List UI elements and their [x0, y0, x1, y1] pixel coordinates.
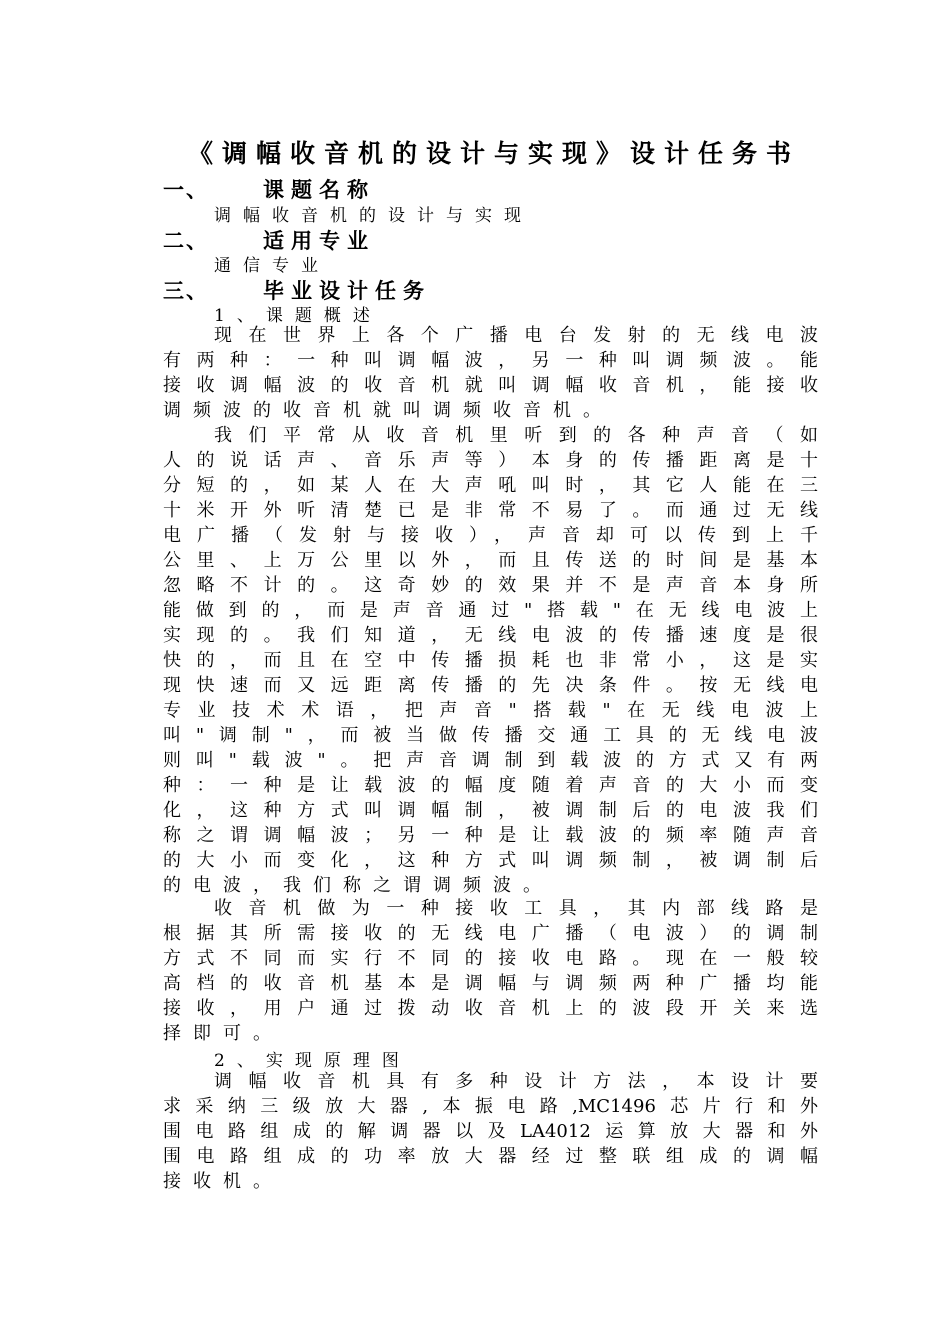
document-title: 《调幅收音机的设计与实现》设计任务书 [187, 139, 800, 168]
paragraph-line: 公里、上万公里以外，而且传送的时间是基本 [163, 550, 818, 571]
paragraph-line: 接收机。 [163, 1171, 283, 1192]
paragraph-line: 叫"调制"，而被当做传播交通工具的无线电波 [163, 725, 818, 746]
paragraph-line: 收音机做为一种接收工具，其内部线路是 [214, 898, 818, 919]
paragraph-line: 求采纳三级放大器,本振电路,MC1496芯片行和外 [163, 1096, 818, 1117]
paragraph-line: 接收，用户通过拨动收音机上的波段开关来选 [163, 998, 818, 1019]
section-content-1: 调幅收音机的设计与实现 [214, 206, 533, 226]
paragraph-line: 我们平常从收音机里听到的各种声音（如 [214, 425, 818, 446]
paragraph-line: 电广播（发射与接收），声音却可以传到上千 [163, 525, 818, 546]
paragraph-line: 能做到的，而是声音通过"搭载"在无线电波上 [163, 600, 818, 621]
paragraph-line: 十米开外听清楚已是非常不易了。而通过无线 [163, 500, 818, 521]
paragraph-line: 现在世界上各个广播电台发射的无线电波 [214, 325, 818, 346]
paragraph-line: 接收调幅波的收音机就叫调幅收音机，能接收 [163, 375, 818, 396]
paragraph-line: 的大小而变化，这种方式叫调频制，被调制后 [163, 850, 818, 871]
section-heading-1 [163, 174, 818, 204]
paragraph-line: 则叫"载波"。把声音调制到载波的方式又有两 [163, 750, 818, 771]
paragraph-line: 专业技术术语，把声音"搭载"在无线电波上 [163, 700, 818, 721]
section-content-2: 通信专业 [214, 256, 330, 276]
paragraph-line: 称之谓调幅波；另一种是让载波的频率随声音 [163, 825, 818, 846]
section-title: 适用专业 [263, 228, 375, 253]
paragraph-line: 种：一种是让载波的幅度随着声音的大小而变 [163, 775, 818, 796]
paragraph-line: 分短的，如某人在大声吼叫时，其它人能在三 [163, 475, 818, 496]
paragraph-line: 快的，而且在空中传播损耗也非常小，这是实 [163, 650, 818, 671]
section-number: 三、 [163, 278, 209, 303]
paragraph-line: 人的说话声、音乐声等）本身的传播距离是十 [163, 450, 818, 471]
section-title: 毕业设计任务 [263, 278, 431, 303]
paragraph-line: 择即可。 [163, 1023, 283, 1044]
paragraph-line: 调频波的收音机就叫调频收音机。 [163, 400, 613, 421]
section-number: 一、 [163, 177, 209, 202]
paragraph-line: 围电路组成的解调器以及LA4012运算放大器和外 [163, 1121, 818, 1142]
paragraph-line: 化，这种方式叫调幅制，被调制后的电波我们 [163, 800, 818, 821]
paragraph-line: 调幅收音机具有多种设计方法，本设计要 [214, 1071, 818, 1092]
paragraph-line: 根据其所需接收的无线电广播（电波）的调制 [163, 923, 818, 944]
paragraph-line: 现快速而又远距离传播的先决条件。按无线电 [163, 675, 818, 696]
paragraph-4 [163, 1069, 818, 1194]
paragraph-line: 的电波，我们称之谓调频波。 [163, 875, 553, 896]
paragraph-line: 围电路组成的功率放大器经过整联组成的调幅 [163, 1146, 818, 1167]
paragraph-3 [163, 896, 818, 1046]
paragraph-line: 实现的。我们知道，无线电波的传播速度是很 [163, 625, 818, 646]
paragraph-line: 高档的收音机基本是调幅与调频两种广播均能 [163, 973, 818, 994]
paragraph-2 [163, 423, 818, 898]
paragraph-line: 有两种：一种叫调幅波，另一种叫调频波。能 [163, 350, 818, 371]
subsection-title-2: 2、实现原理图 [214, 1051, 411, 1071]
paragraph-line: 忽略不计的。这奇妙的效果并不是声音本身所 [163, 575, 818, 596]
paragraph-1 [163, 323, 818, 423]
section-title: 课题名称 [263, 177, 375, 202]
subsection-title-1: 1、课题概述 [214, 306, 382, 326]
paragraph-line: 方式不同而实行不同的接收电路。现在一般较 [163, 948, 818, 969]
section-number: 二、 [163, 228, 209, 253]
